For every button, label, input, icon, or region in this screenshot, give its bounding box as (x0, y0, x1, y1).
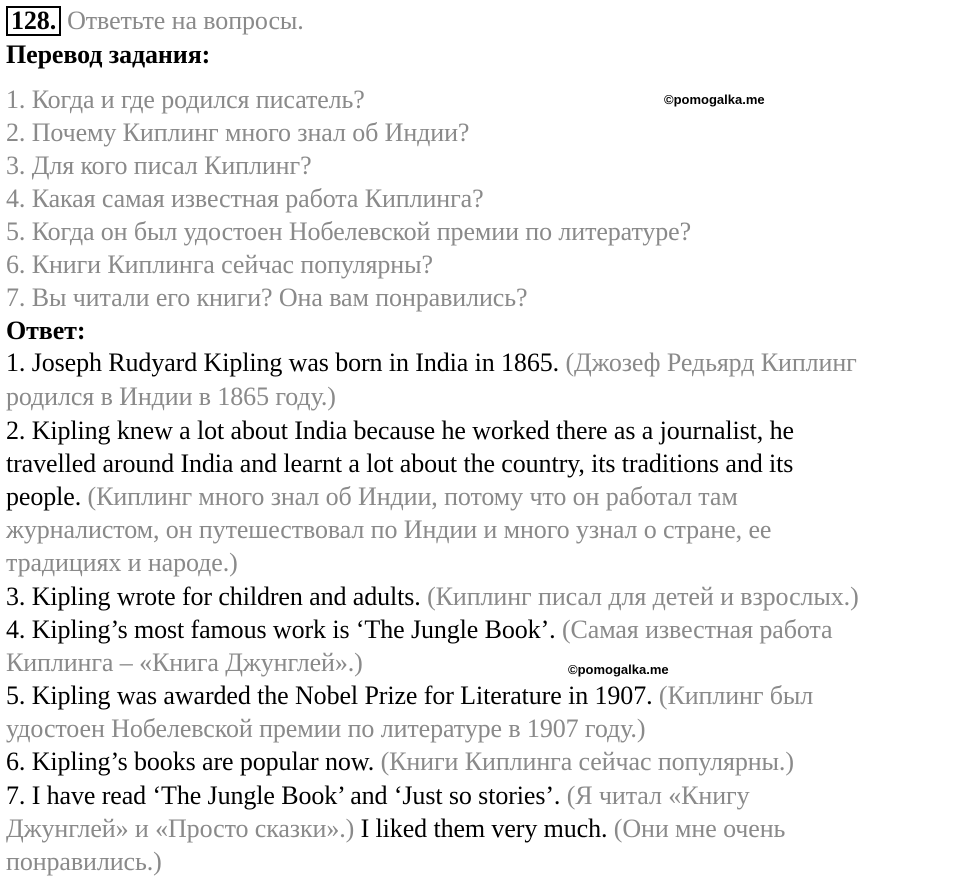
answer-title: Ответ: (6, 316, 86, 345)
translation-title: Перевод задания: (6, 40, 211, 69)
answer-2-russian-b: журналистом, он путешествовал по Индии и много узнал о стране, ее (6, 515, 772, 544)
answer-1-russian-a: (Джозеф Редьярд Киплинг (565, 348, 857, 377)
answer-5-russian-b: удостоен Нобелевской премии по литературе в 1907 году.) (6, 714, 646, 743)
answer-4-line-1 (6, 613, 832, 646)
answer-7-russian-d: понравились.) (6, 847, 162, 876)
answer-7-english-a: 7. I have read ‘The Jungle Book’ and ‘Just so stories’. (6, 781, 561, 810)
exercise-instruction: Ответьте на вопросы. (67, 6, 304, 35)
answer-2-english-b: travelled around India and learnt a lot about the country, its traditions and its (6, 449, 794, 478)
answer-2-russian-a: (Киплинг много знал об Индии, потому что он работал там (87, 482, 738, 511)
answer-6 (6, 745, 794, 778)
answer-2-english-c: people. (6, 482, 82, 511)
watermark-lower: ©pomogalka.me (568, 662, 669, 677)
answer-1-line-1 (6, 346, 857, 379)
answer-5-line-1 (6, 679, 813, 712)
question-3: 3. Для кого писал Киплинг? (6, 151, 312, 180)
answer-1-english: 1. Joseph Rudyard Kipling was born in India in 1865. (6, 348, 560, 377)
answer-2-russian-c: традициях и народе.) (6, 548, 238, 577)
watermark-upper: ©pomogalka.me (664, 92, 765, 107)
question-6: 6. Книги Киплинга сейчас популярны? (6, 250, 433, 279)
question-7: 7. Вы читали его книги? Она вам понравились? (6, 283, 528, 312)
answer-7-russian-a: (Я читал «Книгу (566, 781, 750, 810)
answer-2-english-a: 2. Kipling knew a lot about India because he worked there as a journalist, he (6, 416, 794, 445)
answer-6-english: 6. Kipling’s books are popular now. (6, 747, 375, 776)
answer-3-english: 3. Kipling wrote for children and adults. (6, 582, 421, 611)
answer-5-english: 5. Kipling was awarded the Nobel Prize for Literature in 1907. (6, 681, 653, 710)
answer-7-russian-c: (Они мне очень (613, 814, 786, 843)
answer-7-russian-b: Джунглей» и «Просто сказки».) (6, 814, 355, 843)
answer-7-line-1 (6, 779, 749, 812)
exercise-header (6, 4, 304, 37)
answer-6-russian: (Книги Киплинга сейчас популярны.) (380, 747, 794, 776)
question-2: 2. Почему Киплинг много знал об Индии? (6, 118, 470, 147)
answer-4-english: 4. Kipling’s most famous work is ‘The Jungle Book’. (6, 615, 556, 644)
answer-3 (6, 580, 859, 613)
answer-7-english-b: I liked them very much. (360, 814, 608, 843)
answer-7-line-2 (6, 812, 785, 845)
answer-5-russian-a: (Киплинг был (658, 681, 814, 710)
answer-3-russian: (Киплинг писал для детей и взрослых.) (427, 582, 859, 611)
question-4: 4. Какая самая известная работа Киплинга? (6, 184, 484, 213)
answer-4-russian-a: (Самая известная работа (561, 615, 833, 644)
answer-1-russian-b: родился в Индии в 1865 году.) (6, 382, 336, 411)
answer-4-russian-b: Киплинга – «Книга Джунглей».) (6, 648, 363, 677)
question-5: 5. Когда он был удостоен Нобелевской премии по литературе? (6, 217, 692, 246)
exercise-number: 128. (6, 6, 61, 36)
question-1: 1. Когда и где родился писатель? (6, 85, 365, 114)
answer-2-line-3 (6, 480, 738, 513)
